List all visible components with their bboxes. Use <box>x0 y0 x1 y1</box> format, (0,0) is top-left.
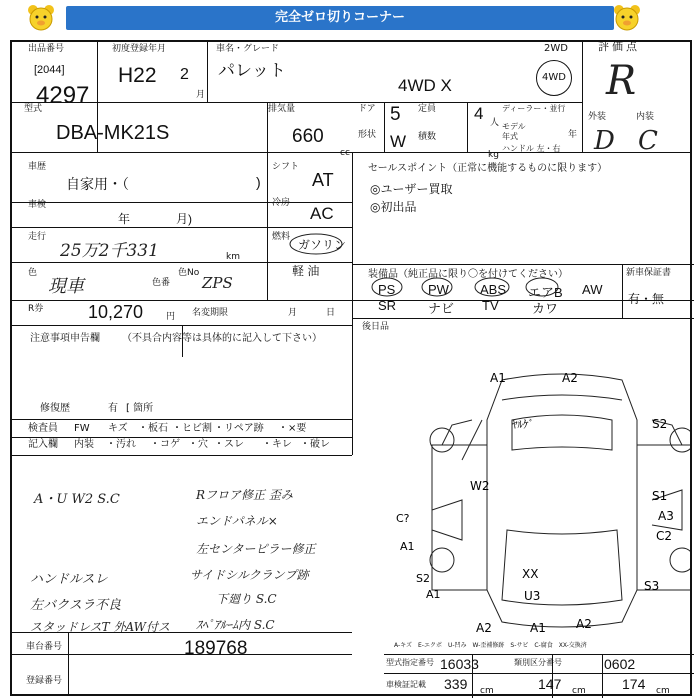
legend: A-キズ E-エクボ U-凹み W-歪補修跡 S-サビ C-腐食 XX-交換済 <box>394 642 587 649</box>
reg-label: 初度登録年月 <box>112 44 167 54</box>
seat-unit: 人 <box>490 118 500 128</box>
register-label: 登録番号 <box>26 676 63 686</box>
mark: S2 <box>416 572 430 585</box>
check-hibi: ・ヒビ割 <box>172 423 212 434</box>
car-grade: 4WD X <box>398 76 452 95</box>
dims-unit: cm <box>480 686 494 696</box>
notes-sub: （不具合内容等は具体的に記入して下さい） <box>122 333 322 344</box>
record-label: 記入欄 <box>28 439 58 450</box>
mark: A2 <box>576 617 592 631</box>
sales-label: セールスポイント（正常に機能するものに限ります） <box>368 163 608 174</box>
inspect-label: 車検 <box>28 200 47 210</box>
int-label: 内装 <box>636 112 655 122</box>
sales-item: ◎初出品 <box>370 200 417 214</box>
color-value: 現車 <box>48 276 84 297</box>
door-value: 5 <box>390 104 401 125</box>
check-ita: ・板石 <box>138 423 168 434</box>
color-code: ZPS <box>202 274 233 292</box>
equip-leather: カワ <box>532 301 559 316</box>
mark: A1 <box>490 371 506 385</box>
seat-label: 定員 <box>418 104 437 114</box>
equip-airbag: エアB <box>528 285 563 300</box>
drive-2wd: 2WD <box>544 43 568 54</box>
typeno-value: 16033 <box>440 656 479 672</box>
mark: A3 <box>658 509 674 523</box>
dims-length: 339 <box>444 676 468 692</box>
drive-4wd-circle: 4WD <box>536 60 572 96</box>
cap-label: 積数 <box>418 132 437 142</box>
handle-label: ハンドル 左・右 <box>502 144 561 153</box>
mark: A1 <box>400 540 415 553</box>
model-year-label: モデル年式 <box>502 122 526 141</box>
score-value: R <box>606 58 637 104</box>
diagram-note: 下廻り S.C <box>216 592 277 606</box>
equip-circle-marks <box>370 276 610 298</box>
model-label: 型式 <box>24 104 43 114</box>
inspector-note: 左バクスラ不良 <box>30 598 121 613</box>
mark: C? <box>396 512 410 525</box>
fuel-label: 燃料 <box>272 232 291 242</box>
equip-ps: PS <box>378 282 396 297</box>
check-kizu: キズ <box>108 423 128 434</box>
year-unit: 年 <box>568 130 578 140</box>
page-title: 完全ゼロ切りコーナー <box>66 6 614 30</box>
chassis-label: 車台番号 <box>26 642 63 652</box>
mark: XX <box>522 567 539 581</box>
mark: A1 <box>530 621 546 632</box>
check-need: ・×要 <box>278 423 307 434</box>
cat-value: 0602 <box>604 656 636 672</box>
fuel-circle-mark <box>288 232 347 256</box>
dims-width: 147 <box>538 676 562 692</box>
inspect-year-unit: 年 <box>118 212 131 226</box>
history-value: 自家用・（ <box>66 176 129 192</box>
check-dirt: ・汚れ <box>106 439 136 450</box>
warranty-label: 新車保証書 <box>626 268 672 278</box>
inspector-note: スタッドレスT 外AW付ス <box>30 620 170 634</box>
disp-label: 排気量 <box>268 104 296 114</box>
mark: S1 <box>652 489 668 503</box>
mark: S2 <box>652 417 668 431</box>
mark: A2 <box>562 371 578 385</box>
mark: U3 <box>524 589 541 603</box>
lot-label: 出品番号 <box>28 44 65 54</box>
typeno-label: 型式指定番号 <box>386 658 434 667</box>
check-koge: ・コゲ <box>150 439 180 450</box>
int-grade: C <box>638 126 658 156</box>
color-label: 色 <box>28 268 38 278</box>
door-label: ドア <box>358 104 376 114</box>
namechange-month: 月 <box>288 308 298 318</box>
mark: A2 <box>476 621 492 632</box>
equip-tv: TV <box>482 298 499 313</box>
dims-unit: cm <box>572 686 586 696</box>
check-repair: ・リペア跡 <box>214 423 264 434</box>
inspect-month-unit: 月) <box>176 212 192 226</box>
fuel-diesel: 軽 油 <box>292 264 320 278</box>
fuel-gas: ガソリン <box>298 238 347 252</box>
dims-unit: cm <box>656 686 670 696</box>
notes-label: 注意事項申告欄 <box>30 333 100 344</box>
rtax-label: R券 <box>28 304 44 314</box>
bear-mascot-icon <box>24 2 58 34</box>
mark: C2 <box>656 529 673 543</box>
repair-suffix: [ 箇所 <box>126 403 154 414</box>
equip-navi: ナビ <box>428 301 455 316</box>
namechange-day: 日 <box>326 308 336 318</box>
equip-sr: SR <box>378 298 397 313</box>
reg-month: 2 <box>180 66 189 83</box>
diagram-note: ｽﾍﾟｱﾙｰﾑ内 S.C <box>196 618 275 632</box>
shift-value: AT <box>312 170 334 190</box>
sales-item: ◎ユーザー買取 <box>370 182 453 196</box>
bear-mascot-icon <box>610 2 644 34</box>
ac-label: 冷房 <box>272 198 291 208</box>
disp-value: 660 <box>292 126 324 147</box>
mark: A1 <box>426 588 441 601</box>
shape-value: W <box>390 132 407 151</box>
dealer-label: ディーラー・並行 <box>502 104 566 113</box>
namechange-label: 名変期限 <box>192 308 229 318</box>
rtax-value: 10,270 <box>88 302 144 322</box>
check-kire: ・キレ <box>262 439 292 450</box>
equip-pw: PW <box>428 282 449 297</box>
car-damage-diagram <box>352 360 690 632</box>
reg-month-unit: 月 <box>196 90 206 100</box>
cat-label: 類別区分番号 <box>514 658 562 667</box>
ext-grade: D <box>594 126 615 156</box>
lot-small: [2044] <box>34 64 65 76</box>
history-close: ) <box>256 174 261 190</box>
mileage-label: 走行 <box>28 232 47 242</box>
score-label: 評価点 <box>598 40 640 53</box>
equip-label: 装備品（純正品に限り〇を付けてください） <box>368 269 568 280</box>
check-fw: FW <box>74 423 90 434</box>
warranty-value: 有・無 <box>628 292 665 306</box>
reg-era: H22 <box>118 64 157 87</box>
check-interior: 内装 <box>74 439 94 450</box>
header-banner <box>0 0 700 36</box>
mileage-unit: km <box>226 252 240 262</box>
ac-value: AC <box>310 204 334 223</box>
mileage-value: 25万2千331 <box>60 241 159 261</box>
equip-abs: ABS <box>480 282 507 297</box>
rear-seat-label: 後日品 <box>362 322 390 332</box>
shape-label: 形状 <box>358 130 377 140</box>
seat-value: 4 <box>474 104 484 123</box>
history-label: 車歴 <box>28 162 47 172</box>
chassis-value: 189768 <box>184 638 248 659</box>
repair-label: 修復歴 <box>40 403 70 414</box>
rtax-unit: 円 <box>166 312 176 322</box>
shift-label: シフト <box>272 162 300 172</box>
lot-number: 4297 <box>36 82 90 109</box>
model-value: DBA-MK21S <box>56 122 170 144</box>
mark: ﾔﾙｹﾞ <box>512 418 534 431</box>
check-ana: ・穴 <box>188 439 208 450</box>
color-no-label: 色No <box>178 268 200 278</box>
inspector-label: 検査員 <box>28 423 58 434</box>
ext-label: 外装 <box>588 112 607 122</box>
inspector-note: ハンドルスレ <box>30 572 108 587</box>
equip-aw: AW <box>582 282 603 297</box>
car-label: 車名・グレード <box>216 44 280 54</box>
check-sure: ・スレ <box>214 439 244 450</box>
mark: S3 <box>644 579 660 593</box>
inspector-note: A・U W2 S.C <box>34 492 120 507</box>
dims-label: 車検証記載 <box>386 680 426 689</box>
disp-unit: cc <box>340 148 350 158</box>
check-yabure: ・破レ <box>300 439 330 450</box>
diagram-note: エンドパネル× <box>196 514 278 528</box>
diagram-note: サイドシルクランプ跡 <box>190 568 309 582</box>
repair-value: 有 <box>108 403 118 414</box>
cap-unit: kg <box>488 150 499 160</box>
mark: W2 <box>470 479 490 493</box>
diagram-note: 左センターピラー修正 <box>196 542 316 556</box>
diagram-note: Rフロア修正 歪み <box>196 488 293 502</box>
car-name: パレット <box>218 61 286 80</box>
dims-height: 174 <box>622 676 646 692</box>
color-code-label: 色番 <box>152 278 171 288</box>
